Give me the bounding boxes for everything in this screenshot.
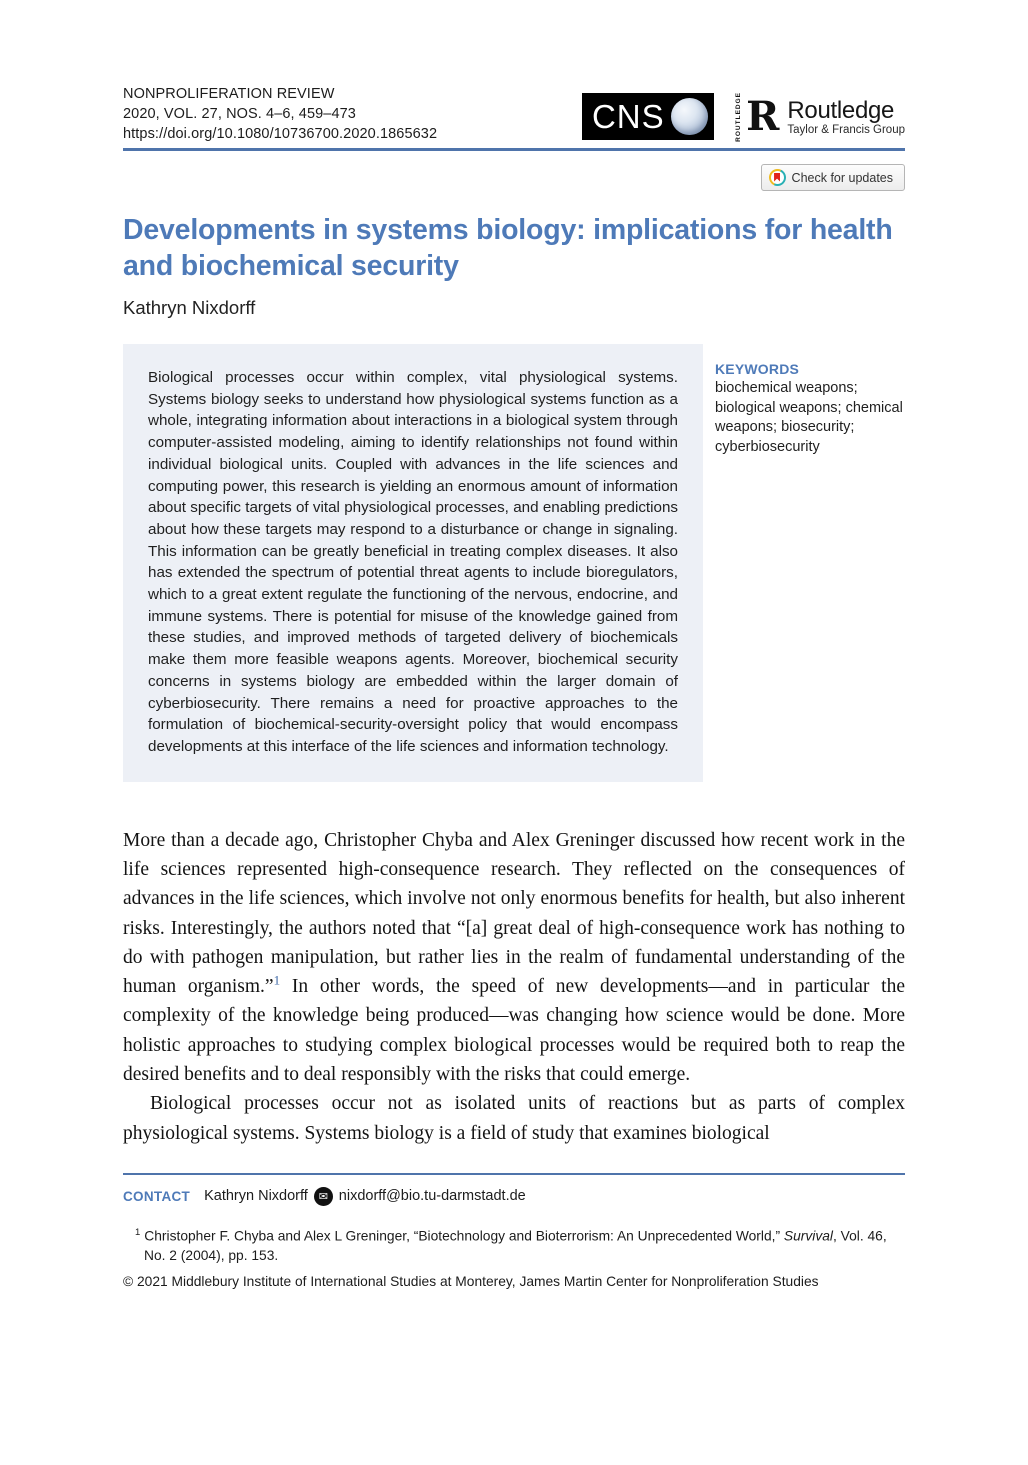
globe-icon (671, 98, 708, 135)
page-header (123, 0, 905, 144)
body-paragraph-1-continued: In other words, the speed of new developments—and in particular the complexity of the knowledge being produced—was changing how science would be done. More holistic approaches to studying complex biological processes would be required both to reap the desired benefits and to deal responsibly with the risks that could emerge. (123, 976, 905, 1086)
keywords-block (715, 344, 905, 457)
footnote-1 (123, 1223, 905, 1265)
keywords-heading: KEYWORDS (715, 361, 800, 377)
header-rule (123, 148, 905, 151)
publisher-logos (582, 92, 905, 142)
abstract-text: Biological processes occur within complex, vital physiological systems. Systems biology seeks to understand how physiological systems function as a whole, integrating information about interactions in a biological system through computer-assisted modeling, aiming to identify relationships not found within individual biological units. Coupled with advances in the life sciences and computing power, this research is yielding an enormous amount of information about specific targets of vital physiological processes, and enabling predictions about how these targets may respond to a disturbance or change in signaling. This information can be greatly beneficial in treating complex diseases. It also has extended the spectrum of potential threat agents to include bioregulators, which to a great extent regulate the functioning of the nervous, endocrine, and immune systems. There is potential for misuse of the knowledge gained from these studies, and improved methods of targeted delivery of biochemicals make them more feasible weapons agents. Moreover, biochemical security concerns in systems biology are embedded within the larger domain of cyberbiosecurity. There remains a need for proactive approaches to the formulation of biochemical-security-oversight policy that would encompass developments at this interface of the life sciences and information technology. (148, 369, 678, 755)
check-for-updates-button[interactable] (761, 164, 905, 191)
contact-email-link[interactable]: nixdorff@bio.tu-darmstadt.de (338, 1188, 526, 1205)
crossmark-icon (769, 169, 786, 186)
routledge-vertical-text: ROUTLEDGE (734, 92, 742, 142)
copyright-notice: © 2021 Middlebury Institute of International Studies at Monterey, James Martin Center for Nonproliferation Studies (123, 1273, 819, 1289)
envelope-icon: ✉ (314, 1187, 333, 1206)
journal-name: NONPROLIFERATION REVIEW (123, 86, 335, 102)
body-paragraph-1-text: More than a decade ago, Christopher Chyba and Alex Greninger discussed how recent work in the life sciences represented high-consequence research. They reflected on the consequences of advances in the life sciences, which involve not only enormous benefits for health, but also inherent risks. Interestingly, the authors noted that “[a] great deal of high-consequence work has nothing to do with pathogen manipulation, but rather lies in the realm of fundamental understanding of the human organism.” (123, 829, 905, 998)
article-body (123, 826, 905, 1148)
footer-rule (123, 1173, 905, 1175)
routledge-logo (736, 92, 905, 142)
cns-logo (582, 93, 714, 140)
contact-line (123, 1187, 905, 1206)
contact-name: Kathryn Nixdorff (204, 1188, 308, 1205)
footnote-1-text-end: , Vol. 46, No. 2 (2004), pp. 153. (144, 1228, 887, 1263)
footnote-1-reference[interactable]: 1 (273, 972, 281, 988)
footnote-1-text: Christopher F. Chyba and Alex L Greninger, “Biotechnology and Bioterrorism: An Unprecedented World,” (144, 1228, 784, 1244)
footnote-1-journal: Survival (783, 1228, 833, 1244)
article-title: Developments in systems biology: implications for health and biochemical security (123, 214, 893, 282)
cns-logo-text: CNS (591, 98, 665, 136)
journal-issue: 2020, VOL. 27, NOS. 4–6, 459–473 (123, 106, 356, 122)
routledge-name: Routledge (787, 97, 895, 125)
body-paragraph-1 (123, 826, 905, 1090)
journal-doi-link[interactable]: https://doi.org/10.1080/10736700.2020.1865632 (123, 126, 438, 142)
keywords-text: biochemical weapons; biological weapons; chemical weapons; biosecurity; cyberbiosecurity (715, 380, 903, 455)
contact-label: CONTACT (123, 1188, 191, 1204)
author-name: Kathryn Nixdorff (123, 297, 256, 318)
routledge-subtitle: Taylor & Francis Group (787, 123, 905, 136)
journal-info (123, 84, 437, 144)
abstract-box (123, 344, 703, 782)
footnote-1-number: 1 (135, 1226, 141, 1238)
check-for-updates-label: Check for updates (791, 170, 893, 185)
routledge-r-icon: R (746, 92, 780, 140)
body-paragraph-2: Biological processes occur not as isolated units of reactions but as parts of complex physiological systems. Systems biology is a field of study that examines biological (123, 1093, 905, 1144)
